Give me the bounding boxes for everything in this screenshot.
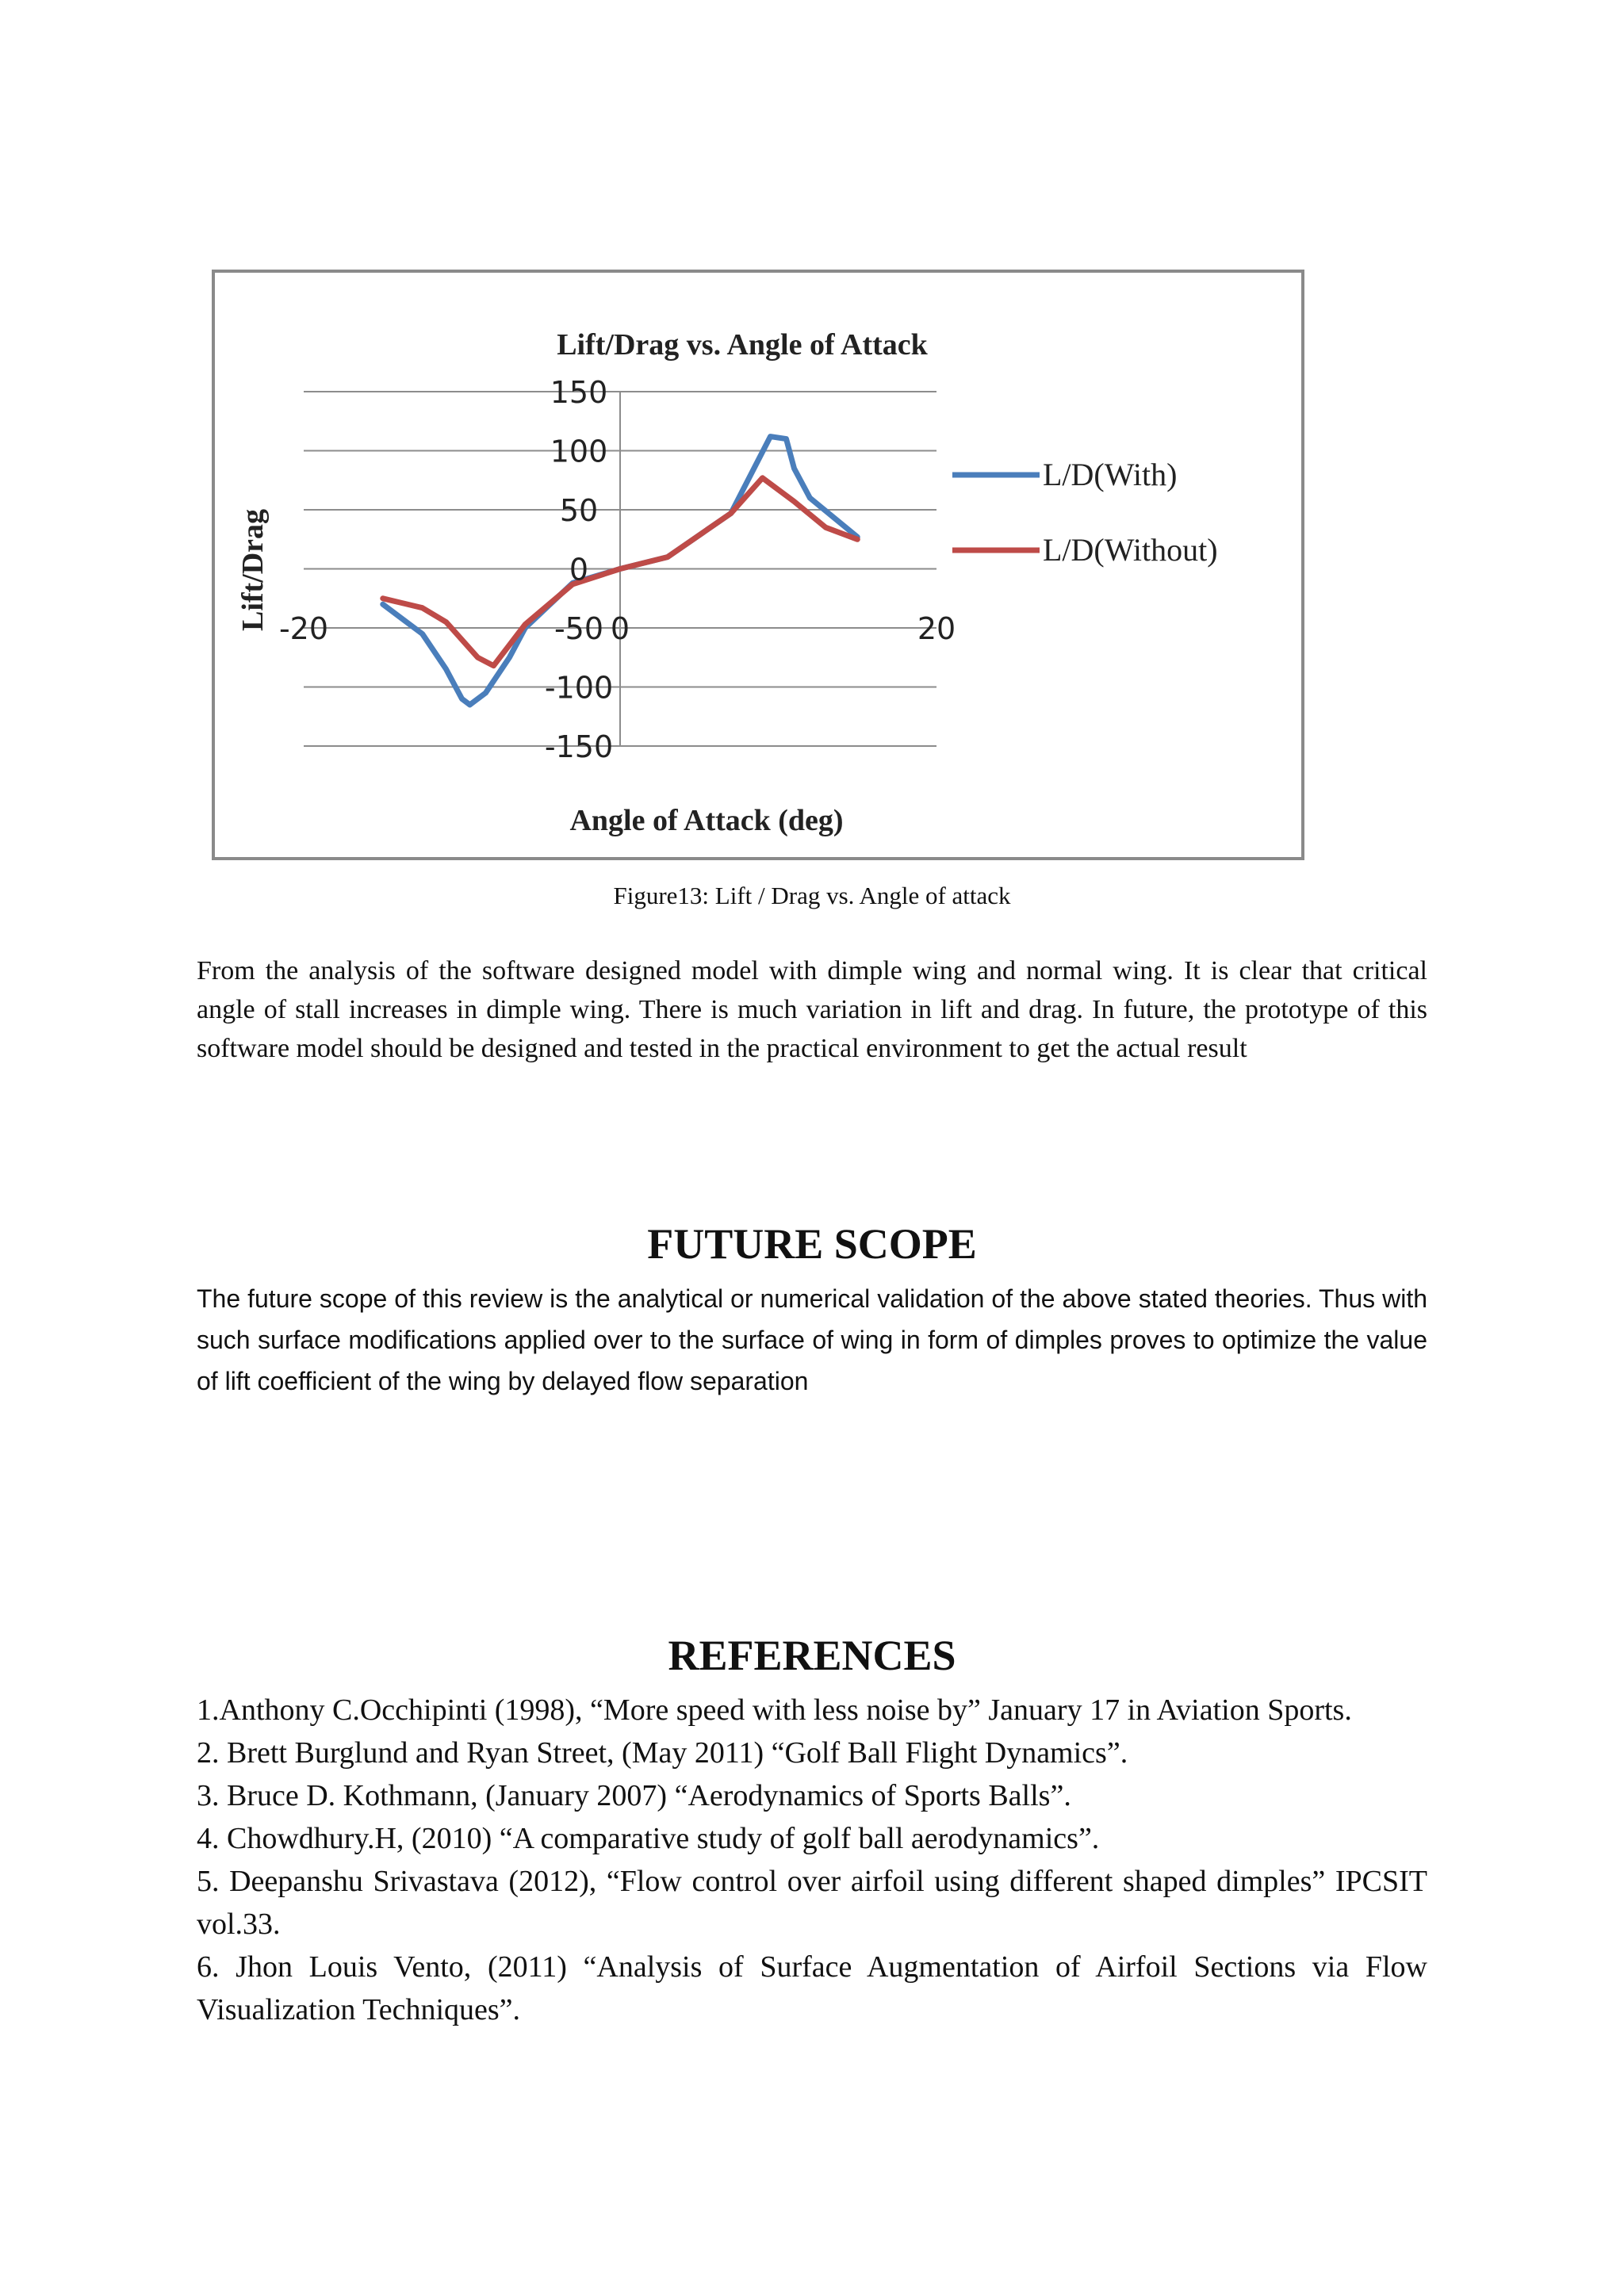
- y-tick-label: -100: [544, 670, 614, 706]
- figure-caption: Figure13: Lift / Drag vs. Angle of attack: [613, 882, 1011, 909]
- y-tick-label: 100: [550, 434, 608, 469]
- y-tick-label: -50: [553, 611, 604, 646]
- reference-item: 5. Deepanshu Srivastava (2012), “Flow control over airfoil using different shaped dimples” IPCSIT vol.33.: [197, 1865, 1427, 1941]
- reference-item: 3. Bruce D. Kothmann, (January 2007) “Aerodynamics of Sports Balls”.: [197, 1779, 1071, 1812]
- reference-item: 4. Chowdhury.H, (2010) “A comparative study of golf ball aerodynamics”.: [197, 1822, 1100, 1855]
- analysis-paragraph: From the analysis of the software designed model with dimple wing and normal wing. It is clear that critical angle of stall increases in dimple wing. There is much variation in lift and drag. In future, the prototype of this software model should be designed and tested in the practical environment to get the actual result: [197, 956, 1427, 1063]
- reference-item: 6. Jhon Louis Vento, (2011) “Analysis of Surface Augmentation of Airfoil Sections via Flow Visualization Techniques”.: [197, 1950, 1427, 2026]
- y-tick-label: -150: [544, 729, 614, 764]
- chart-legend: [952, 457, 1218, 568]
- references-list: [197, 1689, 1427, 2031]
- x-tick-label: -20: [278, 611, 329, 646]
- reference-item: 1.Anthony C.Occhipinti (1998), “More speed with less noise by” January 17 in Aviation Sports.: [197, 1693, 1352, 1727]
- x-tick-label: 0: [610, 611, 630, 646]
- chart-title: Lift/Drag vs. Angle of Attack: [557, 328, 928, 362]
- figure-13-chart: [212, 270, 1304, 860]
- x-axis-label: Angle of Attack (deg): [569, 804, 844, 837]
- lift-drag-chart: [215, 273, 1301, 857]
- y-tick-label: 50: [559, 493, 599, 528]
- future-scope-paragraph: The future scope of this review is the analytical or numerical validation of the above stated theories. Thus with such surface modifications applied over to the surface of wing in form of dimples proves to optimize the value of lift coefficient of the wing by delayed flow separation: [197, 1284, 1427, 1395]
- references-heading: REFERENCES: [668, 1632, 956, 1679]
- reference-item: 2. Brett Burglund and Ryan Street, (May 2011) “Golf Ball Flight Dynamics”.: [197, 1736, 1128, 1770]
- chart-labels: [236, 328, 956, 837]
- future-scope-heading: FUTURE SCOPE: [647, 1220, 977, 1268]
- legend-label: L/D(Without): [1043, 532, 1218, 568]
- legend-label: L/D(With): [1043, 457, 1178, 492]
- x-tick-label: 20: [917, 611, 956, 646]
- y-tick-label: 150: [550, 375, 608, 410]
- y-axis-label: Lift/Drag: [236, 508, 270, 632]
- y-tick-label: 0: [569, 552, 589, 587]
